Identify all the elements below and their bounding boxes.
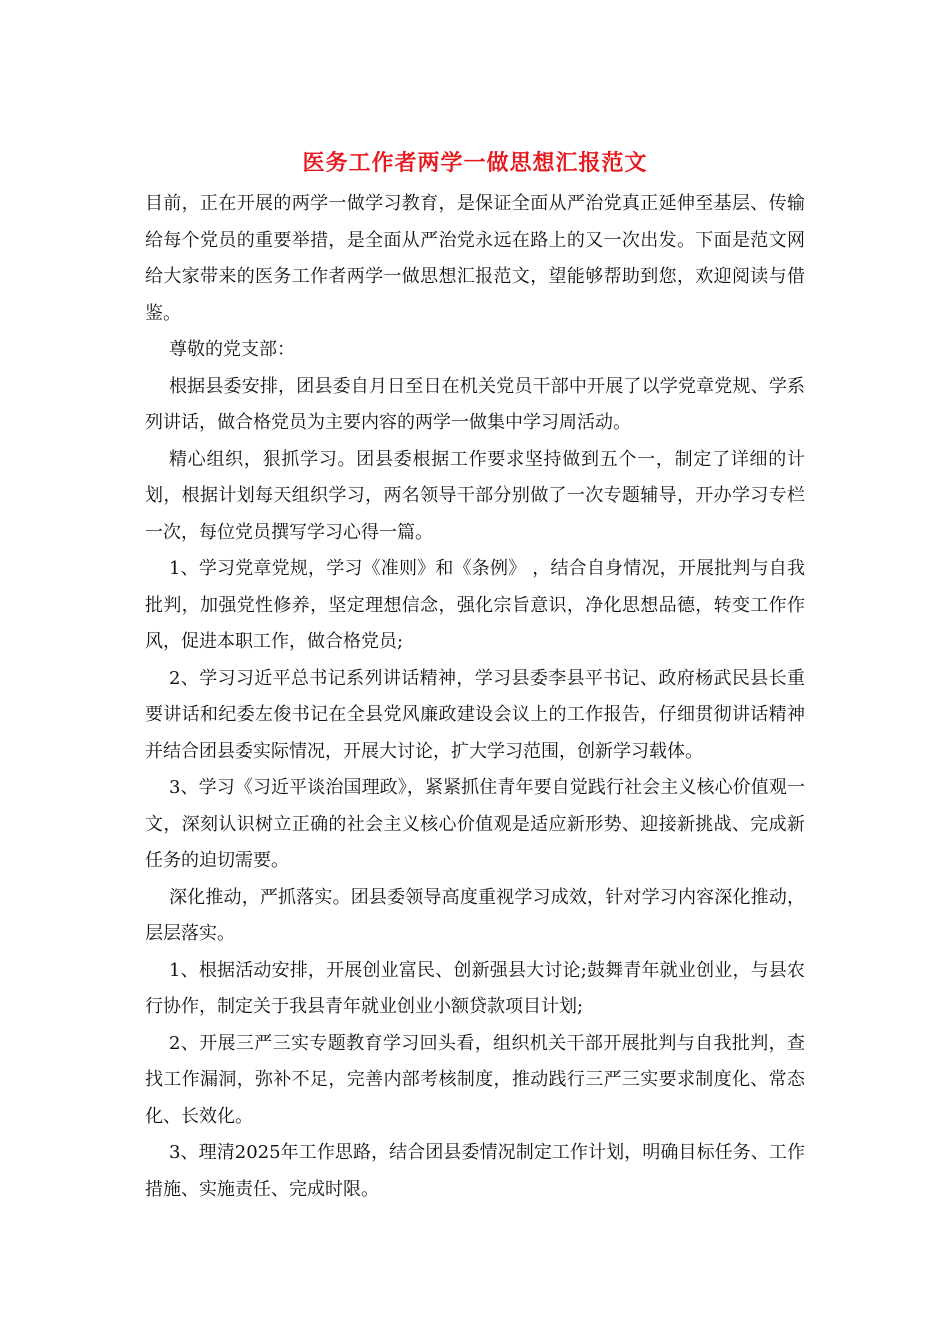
list-item: 3、学习《习近平谈治国理政》，紧紧抓住青年要自觉践行社会主义核心价值观一文，深刻认识树立正确的社会主义核心价值观是适应新形势、迎接新挑战、完成新任务的迫切需要。 [145,777,805,871]
intro-paragraph: 目前，正在开展的两学一做学习教育，是保证全面从严治党真正延伸至基层、传输给每个党员的重要举措，是全面从严治党永远在路上的又一次出发。下面是范文网给大家带来的医务工作者两学一做思想汇报范文，望能够帮助到您，欢迎阅读与借鉴。 [145,193,805,324]
document-title: 医务工作者两学一做思想汇报范文 [302,150,648,176]
list-item: 1、根据活动安排，开展创业富民、创新强县大讨论;鼓舞青年就业创业，与县农行协作，制定关于我县青年就业创业小额贷款项目计划; [145,959,805,1017]
list-item: 1、学习党章党规，学习《准则》和《条例》 ，结合自身情况，开展批判与自我批判，加强党性修养，坚定理想信念，强化宗旨意识，净化思想品德，转变工作作风，促进本职工作，做合格党员; [145,558,805,652]
body-paragraph: 深化推动，严抓落实。团县委领导高度重视学习成效，针对学习内容深化推动，层层落实。 [145,886,805,944]
list-item: 2、学习习近平总书记系列讲话精神，学习县委李县平书记、政府杨武民县长重要讲话和纪委左俊书记在全县党风廉政建设会议上的工作报告，仔细贯彻讲话精神并结合团县委实际情况，开展大讨论，扩大学习范围，创新学习载体。 [145,667,805,762]
list-item: 2、开展三严三实专题教育学习回头看，组织机关干部开展批判与自我批判，查找工作漏洞，弥补不足，完善内部考核制度，推动践行三严三实要求制度化、常态化、长效化。 [145,1032,805,1127]
body-paragraph: 根据县委安排，团县委自月日至日在机关党员干部中开展了以学党章党规、学系列讲话，做合格党员为主要内容的两学一做集中学习周活动。 [145,375,805,433]
body-paragraph: 精心组织，狠抓学习。团县委根据工作要求坚持做到五个一，制定了详细的计划，根据计划每天组织学习，两名领导干部分别做了一次专题辅导，开办学习专栏一次，每位党员撰写学习心得一篇。 [145,448,805,543]
salutation: 尊敬的党支部： [169,339,295,360]
document-page [145,148,805,1208]
list-item: 3、理清2025年工作思路，结合团县委情况制定工作计划，明确目标任务、工作措施、实施责任、完成时限。 [145,1142,805,1200]
